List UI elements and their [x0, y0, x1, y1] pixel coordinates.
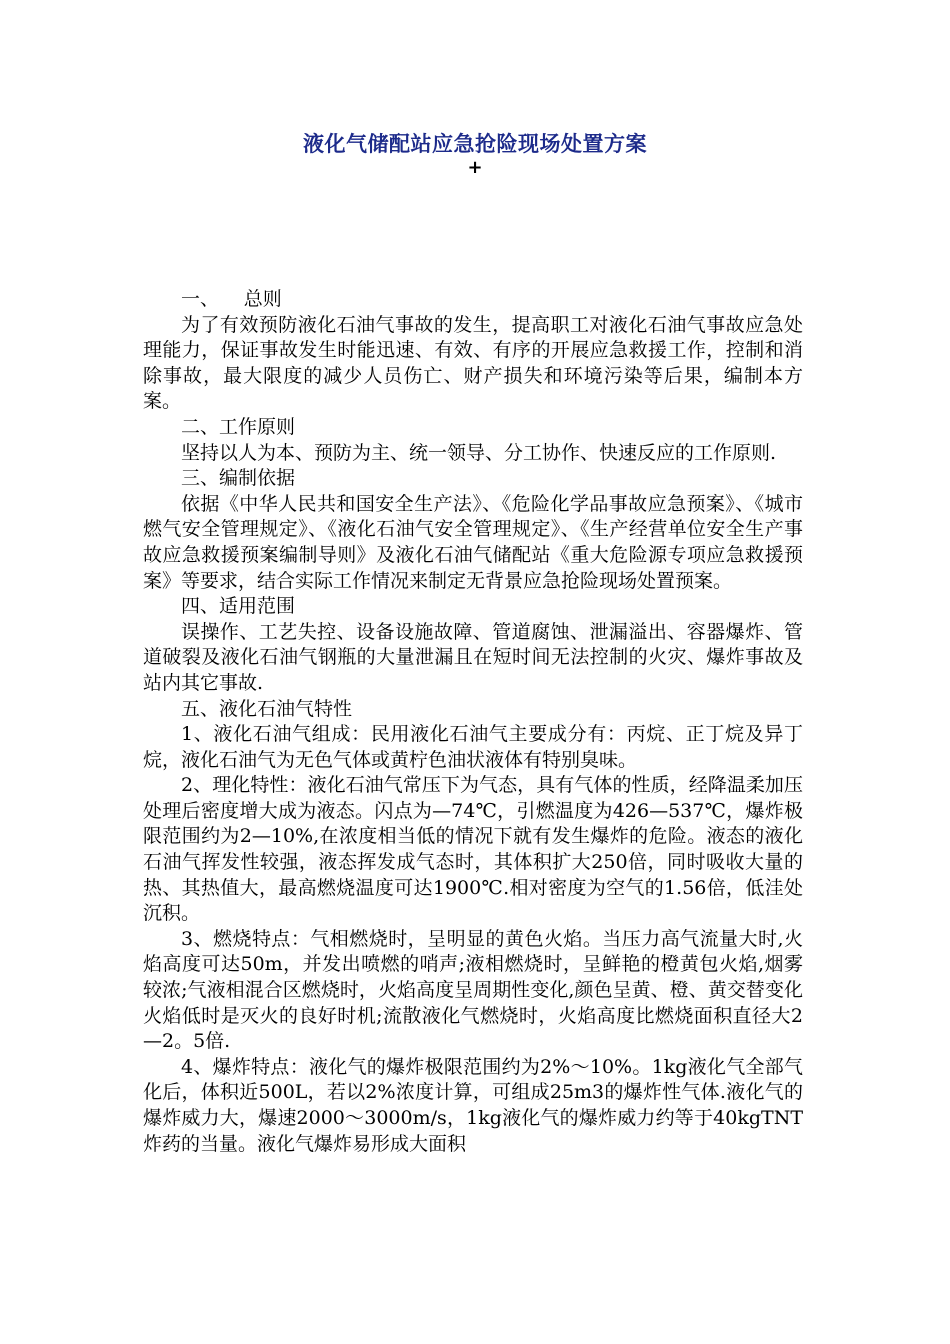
paragraph-explosion: 4、爆炸特点：液化气的爆炸极限范围约为2%～10%。1kg液化气全部气化后，体积近500L，若以2%浓度计算，可组成25m3的爆炸性气体.液化气的爆炸威力大，爆速2000～3000m/s，1kg液化气的爆炸威力约等于40kgTNT炸药的当量。液化气爆炸易形成大面积: [143, 1055, 803, 1155]
section-title: 总则: [243, 288, 282, 310]
section-heading-general: [143, 287, 803, 313]
paragraph-scope: 误操作、工艺失控、设备设施故障、管道腐蚀、泄漏溢出、容器爆炸、管道破裂及液化石油气钢瓶的大量泄漏且在短时间无法控制的火灾、爆炸事故及站内其它事故.: [143, 620, 803, 694]
section-heading-properties: 五、液化石油气特性: [181, 697, 353, 720]
paragraph-combustion: 3、燃烧特点：气相燃烧时，呈明显的黄色火焰。当压力高气流量大时,火焰高度可达50m，并发出喷燃的哨声;液相燃烧时，呈鲜艳的橙黄包火焰,烟雾较浓;气液相混合区燃烧时，火焰高度呈周期性变化,颜色呈黄、橙、黄交替变化火焰低时是灭火的良好时机;流散液化气燃烧时，火焰高度比燃烧面积直径大2—2。5倍.: [143, 927, 803, 1053]
paragraph-purpose: 为了有效预防液化石油气事故的发生，提高职工对液化石油气事故应急处理能力，保证事故发生时能迅速、有效、有序的开展应急救援工作，控制和消除事故，最大限度的减少人员伤亡、财产损失和环境污染等后果，编制本方案。: [143, 313, 803, 413]
section-heading-basis: 三、编制依据: [181, 467, 296, 490]
paragraph-composition: 1、液化石油气组成：民用液化石油气主要成分有：丙烷、正丁烷及异丁烷，液化石油气为无色气体或黄柠色油状液体有特别臭味。: [143, 723, 803, 771]
section-number: 一、: [181, 288, 220, 310]
plus-mark: +: [467, 157, 483, 178]
paragraph-principles: 坚持以人为本、预防为主、统一领导、分工协作、快速反应的工作原则.: [181, 441, 777, 464]
paragraph-basis: 依据《中华人民共和国安全生产法》、《危险化学品事故应急预案》、《城市燃气安全管理规定》、《液化石油气安全管理规定》、《生产经营单位安全生产事故应急救援预案编制导则》及液化石油气储配站《重大危险源专项应急救援预案》等要求，结合实际工作情况来制定无背景应急抢险现场处置预案。: [143, 492, 803, 592]
paragraph-physical-chemical: 2、理化特性：液化石油气常压下为气态，具有气体的性质，经降温柔加压处理后密度增大成为液态。闪点为—74℃，引燃温度为426—537℃，爆炸极限范围约为2—10%,在浓度相当低的情况下就有发生爆炸的危险。液态的液化石油气挥发性较强，液态挥发成气态时，其体积扩大250倍，同时吸收大量的热、其热值大，最高燃烧温度可达1900℃.相对密度为空气的1.56倍，低洼处沉积。: [143, 774, 803, 925]
document-body: [143, 287, 803, 1157]
section-heading-scope: 四、适用范围: [181, 595, 296, 618]
document-title: 液化气储配站应急抢险现场处置方案: [303, 131, 647, 156]
section-heading-principles: 二、工作原则: [181, 415, 296, 438]
